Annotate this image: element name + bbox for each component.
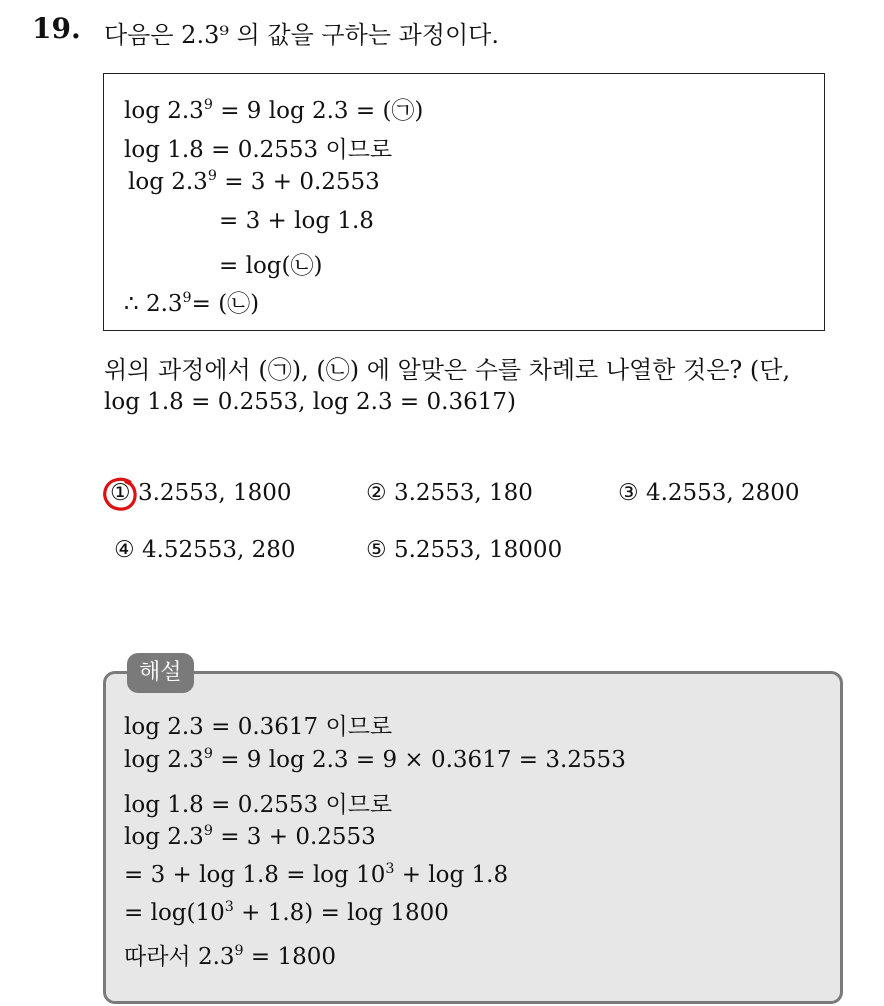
solution-line-3: log 1.8 = 0.2553 이므로 — [124, 792, 393, 818]
question-number: 19. — [32, 12, 81, 45]
choice-3-number: ③ — [618, 480, 639, 506]
choice-2[interactable] — [366, 480, 533, 506]
solution-line-2: $\log 2.3^9 = 9$ log 2.3 = 9 × 0.3617 = 3.2553 — [124, 746, 626, 773]
box-line-1: $\log 2.3^9 = 9$ log 2.3 = (㉠) — [124, 97, 424, 124]
choice-1[interactable] — [110, 480, 292, 506]
solution-line-6: = $\log(10^3 + 1.8) = \log 1800$ — [124, 899, 449, 926]
question-prompt: 위의 과정에서 (㉠), (㉡) 에 알맞은 수를 차례로 나열한 것은? (단, — [104, 356, 791, 384]
choice-2-text: 3.2553, 180 — [393, 480, 533, 506]
choice-1-text: 3.2553, 1800 — [137, 480, 292, 506]
question-condition: log 1.8 = 0.2553, log 2.3 = 0.3617) — [104, 389, 516, 415]
choice-3-text: 4.2553, 2800 — [645, 480, 800, 506]
choice-4[interactable] — [114, 537, 296, 563]
solution-line-1: log 2.3 = 0.3617 이므로 — [124, 714, 393, 740]
question-text: 다음은 2.3⁹ 의 값을 구하는 과정이다. — [104, 21, 499, 49]
choice-4-text: 4.52553, 280 — [141, 537, 296, 563]
solution-tab-label: 해설 — [127, 653, 194, 693]
solution-line-5: = $3 + \log 1.8 = \log 10^3 + \log 1.8$ — [124, 861, 509, 888]
box-line-5: = log(㉡) — [219, 253, 323, 279]
choice-5[interactable] — [366, 537, 562, 563]
box-line-3: $\log 2.3^9 = 3 + 0.2553$ — [128, 168, 380, 195]
choice-3[interactable] — [618, 480, 800, 506]
choice-1-number: ① — [110, 480, 131, 506]
choice-2-number: ② — [366, 480, 387, 506]
box-line-6: ∴ $2.3^9=$ (㉡) — [124, 290, 260, 317]
choice-4-number: ④ — [114, 537, 135, 563]
box-line-2: log 1.8 = 0.2553 이므로 — [124, 137, 393, 163]
solution-line-7: 따라서 $2.3^9 = 1800$ — [124, 943, 337, 970]
choice-5-number: ⑤ — [366, 537, 387, 563]
choice-5-text: 5.2553, 18000 — [393, 537, 563, 563]
box-line-4: = 3 + log 1.8 — [219, 208, 374, 234]
solution-line-4: $\log 2.3^9 = 3 + 0.2553$ — [124, 823, 376, 850]
